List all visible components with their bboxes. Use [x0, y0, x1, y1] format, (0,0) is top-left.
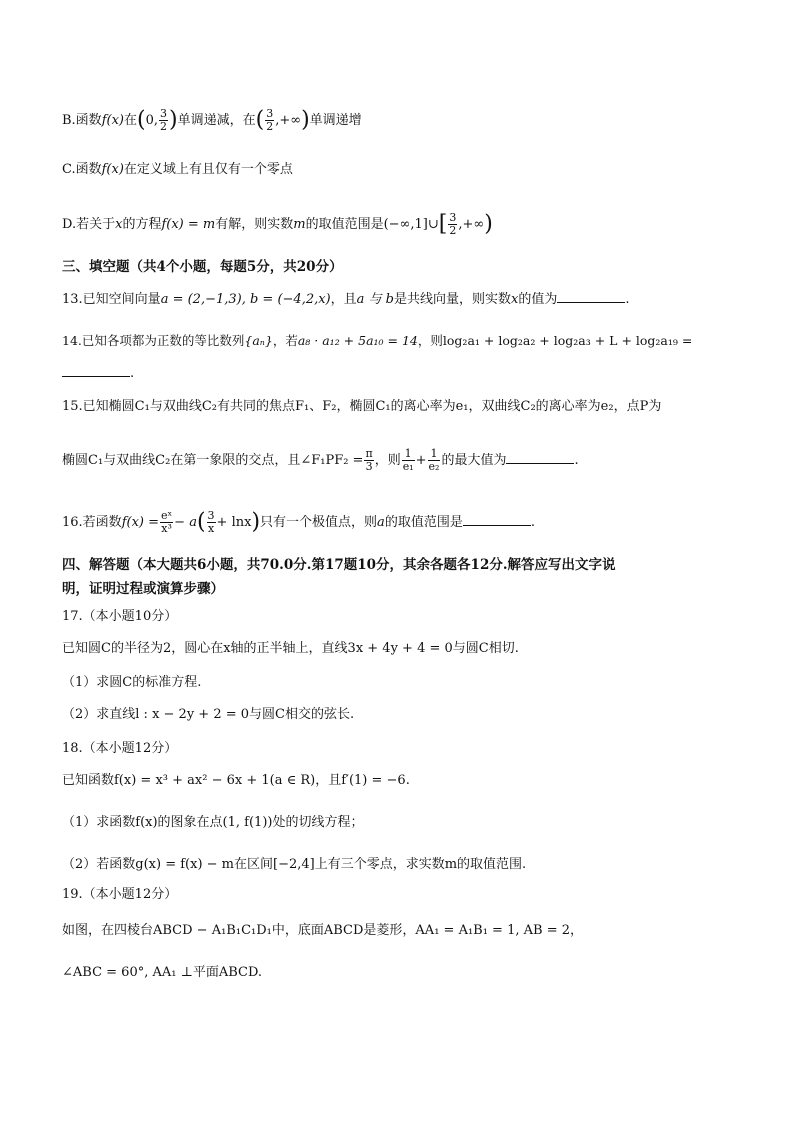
- fraction: [207, 510, 216, 535]
- denominator: 3: [365, 460, 373, 473]
- denominator: e₁: [402, 460, 414, 473]
- fraction: [160, 510, 173, 535]
- text: 是共线向量，则实数: [394, 292, 512, 307]
- text: ，且: [330, 292, 357, 307]
- text: ，则: [417, 333, 443, 348]
- answer-blank: [463, 513, 531, 526]
- denominator: e₂: [428, 460, 440, 473]
- text: .: [574, 453, 579, 468]
- question-15: 15.已知椭圆C₁与双曲线C₂有共同的焦点F₁、F₂，椭圆C₁的离心率为e₁，双曲线C₂的离心率为e₂，点P为: [62, 399, 662, 414]
- text: 0,: [145, 113, 158, 128]
- text: 13.已知空间向量: [62, 292, 161, 307]
- text: ,+∞: [275, 113, 302, 128]
- answer-blank: [506, 451, 574, 464]
- text: 在: [123, 113, 137, 128]
- paren: ): [484, 211, 493, 237]
- range: (−∞,1]∪: [383, 217, 439, 232]
- text: .: [530, 515, 535, 530]
- text: ，则: [374, 453, 401, 468]
- equation: f(x) = m: [161, 217, 216, 232]
- question-15-cont: [62, 448, 579, 473]
- question-14-blank: [62, 364, 134, 383]
- numerator: 1: [402, 448, 415, 461]
- fraction: [159, 108, 168, 133]
- question-13: [62, 290, 630, 309]
- text: 的取值范围是: [384, 515, 463, 530]
- var: m: [293, 217, 306, 232]
- question-19-header: 19.（本小题12分）: [62, 887, 178, 902]
- bracket: [: [438, 211, 448, 237]
- fx: f(x) =: [121, 515, 159, 530]
- text: .: [130, 366, 135, 381]
- numerator: 3: [207, 509, 215, 522]
- text: 的取值范围是: [305, 217, 384, 232]
- question-18-part1: （1）求函数f(x)的图象在点(1, f(1))处的切线方程；: [62, 815, 364, 830]
- fraction: [402, 448, 415, 473]
- paren: (: [137, 107, 146, 133]
- text: 只有一个极值点，则: [260, 515, 378, 530]
- section-3-heading: 三、填空题（共4个小题，每题5分，共20分）: [62, 259, 343, 275]
- question-17-part1: （1）求圆C的标准方程.: [62, 675, 202, 690]
- question-18-part2: （2）若函数g(x) = f(x) − m在区间[−2,4]上有三个零点，求实数m的取值范围.: [62, 857, 527, 872]
- option-d: [62, 212, 493, 237]
- paren: (: [255, 107, 265, 133]
- question-17-part2: （2）求直线l : x − 2y + 2 = 0与圆C相交的弦长.: [62, 707, 355, 722]
- paren: ): [301, 107, 310, 133]
- denominator: x³: [161, 522, 172, 535]
- fraction: [265, 108, 274, 133]
- answer-blank: [62, 364, 130, 377]
- text: ，若: [272, 333, 298, 348]
- var: x: [115, 217, 123, 232]
- text: − a: [174, 515, 197, 530]
- paren: ): [251, 509, 261, 535]
- option-b: [62, 108, 362, 133]
- sequence: {aₙ}: [244, 333, 273, 348]
- var: a: [377, 515, 385, 530]
- option-b-prefix: B.函数: [62, 113, 102, 128]
- question-16: [62, 510, 535, 535]
- text: ,+∞: [458, 217, 485, 232]
- numerator: eˣ: [161, 509, 173, 522]
- fraction: [428, 448, 441, 473]
- question-19-stem: 如图，在四棱台ABCD − A₁B₁C₁D₁中，底面ABCD是菱形，AA₁ = A₁B₁ = 1, AB = 2，: [62, 923, 583, 938]
- question-17-stem: 已知圆C的半径为2，圆心在x轴的正半轴上，直线3x + 4y + 4 = 0与圆C相切.: [62, 641, 519, 656]
- text: C.函数: [62, 162, 102, 177]
- text: .: [625, 292, 630, 307]
- fx: f(x): [101, 113, 124, 128]
- expression: log₂a₁ + log₂a₂ + log₂a₃ + L + log₂a₁₉ =: [442, 333, 693, 348]
- option-c: [62, 161, 293, 179]
- text: 单调递减，在: [177, 113, 256, 128]
- paren: (: [196, 509, 206, 535]
- question-18-header: 18.（本小题12分）: [62, 741, 178, 756]
- denominator: 2: [449, 224, 457, 237]
- section-4-heading-cont: 明，证明过程或演算步骤）: [62, 581, 224, 597]
- text: + lnx: [216, 515, 252, 530]
- numerator: 1: [428, 448, 441, 461]
- text: 椭圆C₁与双曲线C₂在第一象限的交点，且∠F₁PF₂ =: [62, 453, 364, 468]
- answer-blank: [557, 290, 625, 303]
- question-17-header: 17.（本小题10分）: [62, 609, 178, 624]
- question-18-stem: 已知函数f(x) = x³ + ax² − 6x + 1(a ∈ R)，且f′(1) = −6.: [62, 773, 410, 788]
- text: 的最大值为: [441, 453, 507, 468]
- question-14: [62, 332, 692, 350]
- denominator: x: [207, 522, 215, 535]
- section-4-heading: 四、解答题（本大题共6小题，共70.0分.第17题10分，其余各题各12分.解答应写出文字说: [62, 557, 616, 573]
- var: x: [511, 292, 519, 307]
- denominator: 2: [266, 120, 274, 133]
- numerator: 3: [160, 107, 167, 120]
- denominator: 2: [160, 120, 167, 133]
- text: +: [415, 453, 427, 468]
- numerator: π: [365, 447, 373, 460]
- paren: ): [169, 107, 178, 133]
- text: 的方程: [122, 217, 162, 232]
- text: 14.已知各项都为正数的等比数列: [62, 333, 245, 348]
- text: 有解，则实数: [215, 217, 294, 232]
- text: 单调递增: [309, 113, 362, 128]
- fraction: [448, 212, 457, 237]
- numerator: 3: [266, 107, 274, 120]
- question-19-stem-cont: ∠ABC = 60°, AA₁ ⊥平面ABCD.: [62, 965, 263, 980]
- vectors: a = (2,−1,3), b = (−4,2,x): [160, 292, 331, 307]
- text: 的值为: [518, 292, 558, 307]
- numerator: 3: [449, 211, 457, 224]
- vectors: a 与 b: [356, 292, 394, 307]
- text: 在定义域上有且仅有一个零点: [123, 162, 293, 177]
- fx: f(x): [101, 162, 124, 177]
- text: D.若关于: [62, 217, 116, 232]
- text: 16.若函数: [62, 515, 122, 530]
- fraction: [364, 448, 373, 473]
- condition: a₈ · a₁₂ + 5a₁₀ = 14: [297, 333, 418, 348]
